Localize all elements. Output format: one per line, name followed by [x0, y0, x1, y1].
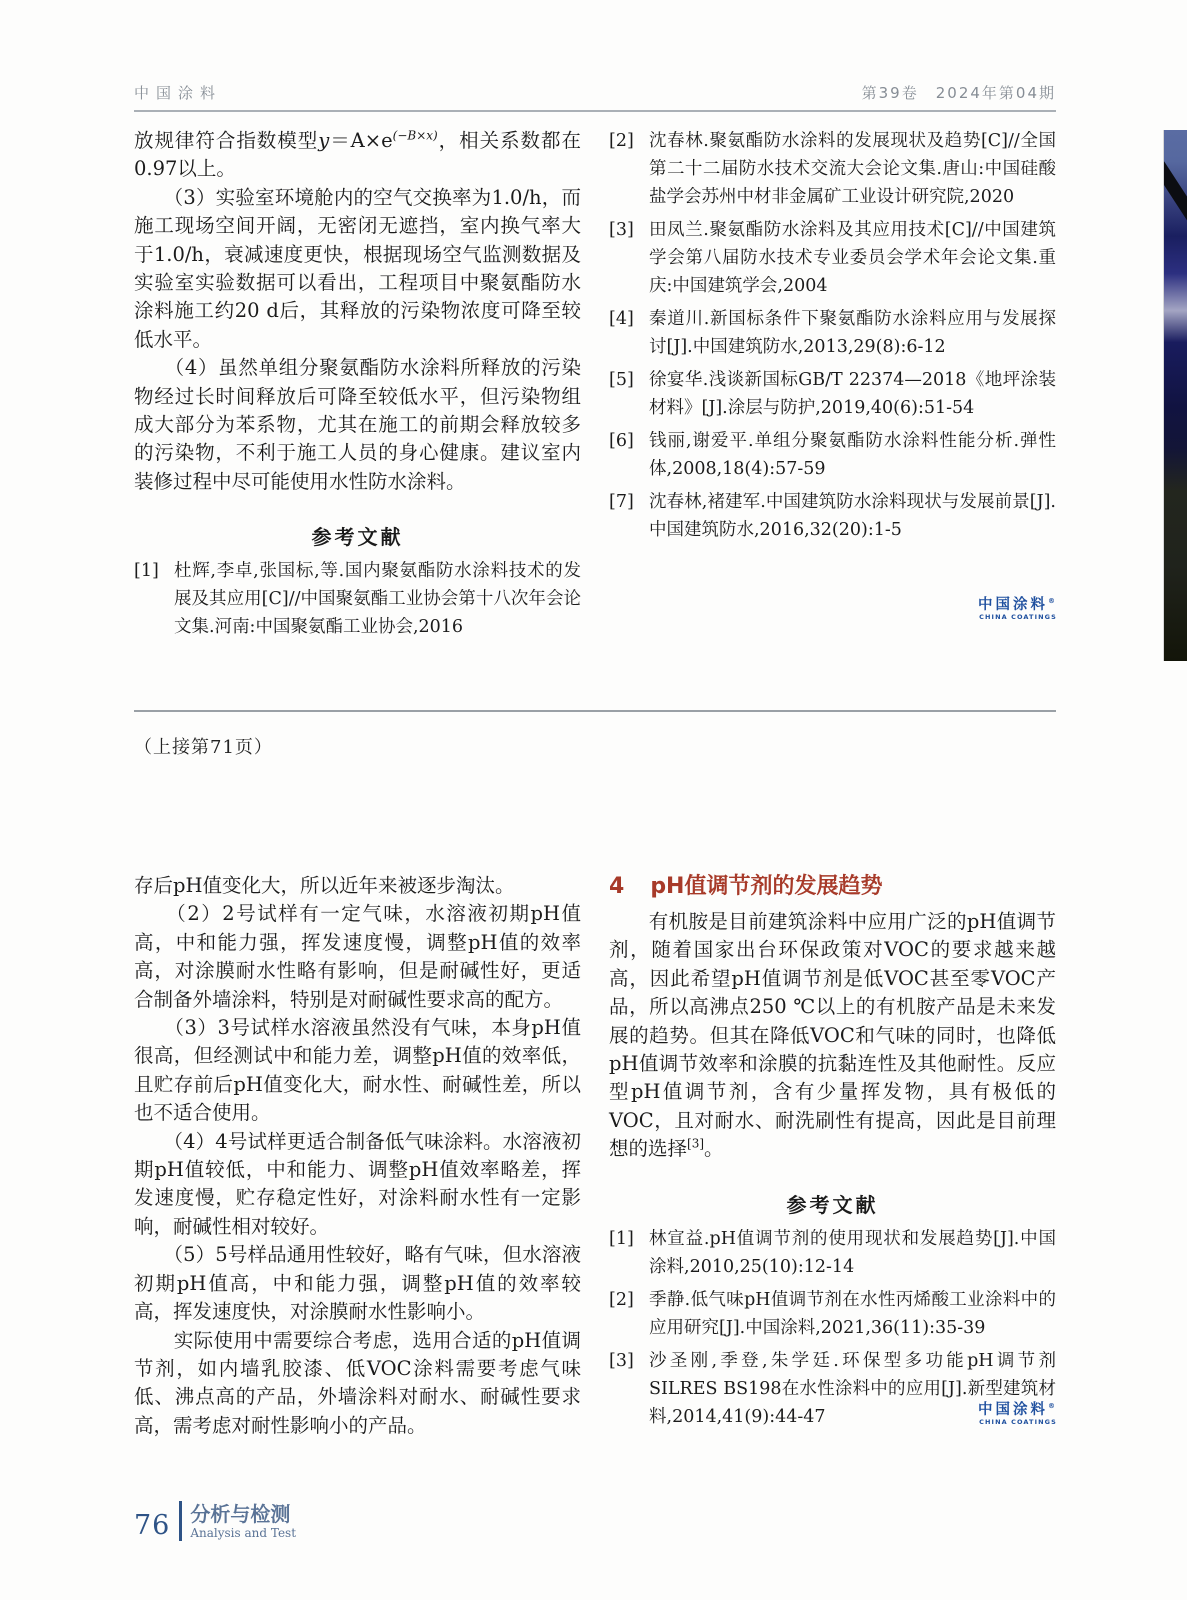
reference-text: 季静.低气味pH值调节剂在水性丙烯酸工业涂料中的应用研究[J].中国涂料,2021,36(11):35-39 [649, 1289, 1056, 1338]
reference-text: 杜辉,李卓,张国标,等.国内聚氨酯防水涂料技术的发展及其应用[C]//中国聚氨酯工业协会第十八次年会论文集.河南:中国聚氨酯工业协会,2016 [174, 561, 581, 638]
top-section [134, 127, 1056, 646]
section-title: pH值调节剂的发展趋势 [650, 874, 883, 899]
reference-text: 沈春林,褚建军.中国建筑防水涂料现状与发展前景[J].中国建筑防水,2016,32(20):1-5 [649, 492, 1056, 540]
paragraph: （4）虽然单组分聚氨酯防水涂料所释放的污染物经过长时间释放后可降至较低水平，但污染物组成大部分为苯系物，尤其在施工的前期会释放较多的污染物，不利于施工人员的身心健康。建议室内装修过程中尽可能使用水性防水涂料。 [134, 356, 581, 493]
article-divider [134, 710, 1056, 712]
reference-number: [2] [609, 131, 634, 151]
section-heading [609, 872, 1056, 902]
reference-list [609, 127, 1056, 544]
reference-number: [3] [609, 1350, 634, 1371]
reference-item [134, 557, 581, 641]
paragraph: （5）5号样品通用性较好，略有气味，但水溶液初期pH值高，中和能力强，调整pH值的效率较高，挥发速度快，对涂膜耐水性影响小。 [134, 1243, 581, 1324]
section-number: 4 [609, 874, 625, 899]
china-coatings-logo [978, 593, 1058, 622]
reference-item [609, 127, 1056, 211]
reference-number: [1] [134, 561, 159, 582]
reference-item [609, 216, 1056, 300]
journal-title: 中国涂料 [134, 84, 223, 102]
top-right-column [609, 127, 1056, 646]
formula-tail: ，相关系数都在0.97以上。 [134, 129, 581, 181]
reference-item [609, 488, 1056, 544]
reference-text: 钱丽,谢爱平.单组分聚氨酯防水涂料性能分析.弹性体,2008,18(4):57-59 [649, 431, 1056, 479]
reference-text: 林宣益.pH值调节剂的使用现状和发展趋势[J].中国涂料,2010,25(10):12-14 [649, 1228, 1056, 1277]
page-number: 76 [134, 1510, 171, 1541]
reference-item [609, 305, 1056, 361]
reference-number: [6] [609, 431, 634, 451]
paragraph: （3）实验室环境舱内的空气交换率为1.0/h，而施工现场空间开阔，无密闭无遮挡，室内换气率大于1.0/h，衰减速度更快，根据现场空气监测数据及实验室实验数据可以看出，工程项目中聚氨酯防水涂料施工约20 d后，其释放的污染物浓度可降至较低水平。 [134, 185, 581, 351]
reference-text: 沙圣刚,季登,朱学廷.环保型多功能pH调节剂SILRES BS198在水性涂料中的应用[J].新型建筑材料,2014,41(9):44-47 [649, 1350, 1056, 1427]
footer-section-chinese: 分析与检测 [190, 1502, 291, 1526]
paragraph: 存后pH值变化大，所以近年来被逐步淘汰。 [134, 874, 515, 897]
reference-number: [5] [609, 370, 634, 390]
page-header [134, 82, 1056, 112]
volume-issue: 第39卷 2024年第04期 [861, 84, 1056, 102]
paragraph [609, 908, 1056, 1164]
paragraph: （4）4号试样更适合制备低气味涂料。水溶液初期pH值较低，中和能力、调整pH值效率略差，挥发速度慢，贮存稳定性好，对涂料耐水性有一定影响，耐碱性相对较好。 [134, 1129, 581, 1238]
footer-section [190, 1501, 296, 1541]
formula-exponent: (−B×x) [392, 128, 438, 143]
page-footer [134, 1501, 296, 1541]
reference-number: [4] [609, 309, 634, 329]
paragraph-formula [134, 127, 581, 184]
reference-number: [1] [609, 1228, 634, 1249]
bottom-left-column [134, 872, 581, 1440]
reference-text: 秦道川.新国标条件下聚氨酯防水涂料应用与发展探讨[J].中国建筑防水,2013,29(8):6-12 [649, 309, 1056, 357]
paragraph: （2）2号试样有一定气味，水溶液初期pH值高，中和能力强，挥发速度慢，调整pH值的效率高，对涂膜耐水性略有影响，但是耐碱性好，更适合制备外墙涂料，特别是对耐碱性要求高的配方。 [134, 902, 581, 1011]
continued-from-note: （上接第71页） [134, 737, 273, 758]
footer-divider-bar [179, 1501, 182, 1541]
bottom-section [134, 872, 1056, 1440]
reference-number: [2] [609, 1289, 634, 1310]
registered-mark: ® [1048, 597, 1058, 605]
formula-variable-y: y [318, 129, 330, 152]
references-heading: 参考文献 [786, 1192, 879, 1217]
body-text: 有机胺是目前建筑涂料中应用广泛的pH值调节剂，随着国家出台环保政策对VOC的要求越来越高，因此希望pH值调节剂是低VOC甚至零VOC产品，所以高沸点250 ℃以上的有机胺产品是未来发展的趋势。但其在降低VOC和气味的同时，也降低pH值调节效率和涂膜的抗黏连性及其他耐性。反应型pH值调节剂，含有少量挥发物，具有极低的VOC，且对耐水、耐洗刷性有提高，因此是目前理想的选择 [609, 910, 1056, 1161]
reference-item [609, 1286, 1056, 1342]
citation-superscript: [3] [687, 1136, 705, 1151]
footer-section-english: Analysis and Test [190, 1526, 297, 1540]
formula-lead: 放规律符合指数模型 [134, 129, 319, 152]
paragraph: （3）3号试样水溶液虽然没有气味，本身pH值很高，但经测试中和能力差，调整pH值的效率低，且贮存前后pH值变化大，耐水性、耐碱性差，所以也不适合使用。 [134, 1016, 581, 1125]
reference-text: 田凤兰.聚氨酯防水涂料及其应用技术[C]//中国建筑学会第八届防水技术专业委员会学术年会论文集.重庆:中国建筑学会,2004 [649, 220, 1056, 296]
reference-item [609, 1225, 1056, 1281]
formula-body: ＝A×e [329, 129, 393, 152]
logo-chinese-text: 中国涂料® [978, 596, 1058, 613]
reference-item [609, 427, 1056, 483]
reference-list [134, 557, 581, 641]
reference-item [609, 366, 1056, 422]
references-heading: 参考文献 [311, 525, 404, 550]
photo-diagonal-band [1163, 154, 1187, 228]
paragraph: 实际使用中需要综合考虑，选用合适的pH值调节剂，如内墙乳胶漆、低VOC涂料需要考虑气味低、沸点高的产品，外墙涂料对耐水、耐碱性要求高，需考虑对耐性影响小的产品。 [134, 1328, 581, 1437]
logo-chinese-text: 中国涂料® [978, 1401, 1058, 1418]
reference-text: 沈春林.聚氨酯防水涂料的发展现状及趋势[C]//全国第二十二届防水技术交流大会论文集.唐山:中国硅酸盐学会苏州中材非金属矿工业设计研究院,2020 [649, 131, 1056, 207]
logo-english-text: CHINA COATINGS [979, 1417, 1057, 1426]
logo-english-text: CHINA COATINGS [979, 612, 1057, 621]
bottom-right-column [609, 872, 1056, 1440]
side-photo-strip [1163, 130, 1187, 661]
reference-number: [3] [609, 220, 634, 240]
china-coatings-logo [978, 1398, 1058, 1427]
body-text: 。 [704, 1137, 724, 1161]
registered-mark: ® [1048, 1402, 1058, 1410]
reference-number: [7] [609, 492, 634, 512]
top-left-column [134, 127, 581, 646]
reference-text: 徐宴华.浅谈新国标GB/T 22374—2018《地坪涂装材料》[J].涂层与防护,2019,40(6):51-54 [649, 370, 1056, 418]
